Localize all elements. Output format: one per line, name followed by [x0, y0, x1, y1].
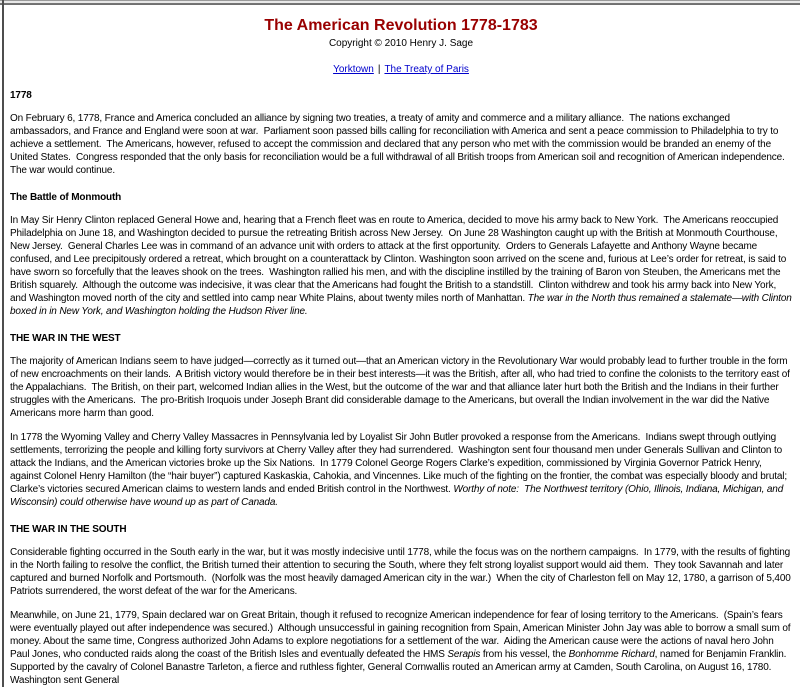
paragraph-spain-jones: Meanwhile, on June 21, 1779, Spain declared war on Great Britain, though it refused to recognize American independence for fear of losing territory to the Americans. (Spain’s fears were eventually played out after independence was secured.) Although unsuccessful in gaining recognition from Spain, American Minister John Jay was able to borrow a small sum of money. About the same time, Congress authorized John Adams to explore negotiations for a settlement of the war. Aiding the American cause were the actions of naval hero John Paul Jones, who conducted raids along the coast of the British Isles and eventually defeated the HMS Serapis from his vessel, the Bonhomme Richard, named for Benjamin Franklin. Supported by the cavalry of Colonel Banastre Tarleton, a fierce and ruthless fighter, General Cornwallis routed an American army at Camden, South Carolina, on August 16, 1780. Washington sent General — [10, 610, 794, 686]
document-page — [4, 5, 800, 687]
link-treaty-of-paris[interactable]: The Treaty of Paris — [384, 64, 469, 75]
paragraph-frontier-campaigns: In 1778 the Wyoming Valley and Cherry Valley Massacres in Pennsylvania led by Loyalist Sir John Butler provoked a response from the Americans. Indians swept through outlying settlements, terrorizing the people and killing forty survivors at Cherry Valley after they had surrendered. Washington sent four thousand men under Generals Sullivan and Clinton to attack the Indians, and the American victories broke up the Six Nations. In 1779 Colonel George Rogers Clarke’s expedition, commissioned by Virginia Governor Patrick Henry, against Colonel Henry Hamilton (the “hair buyer”) captured Kaskaskia, Cahokia, and Vincennes. Like much of the fighting on the frontier, the combat was especially bloody and brutal; Clarke’s victories secured American claims to western lands and ended British control in the Northwest. Worthy of note: The Northwest territory (Ohio, Illinois, Indiana, Michigan, and Wisconsin) could otherwise have wound up as part of Canada. — [10, 432, 790, 508]
paragraph-monmouth: In May Sir Henry Clinton replaced General Howe and, hearing that a French fleet was en route to America, decided to move his army back to New York. The Americans reoccupied Philadelphia on June 18, and Washington decided to pursue the retreating British across New Jersey. On June 28 Washington caught up with the British at Monmouth Courthouse, New Jersey. General Charles Lee was in command of an advance unit with orders to attack at the first opportunity. Orders to Generals Lafayette and Anthony Wayne became confused, and Lee precipitously ordered a retreat, which brought on a counterattack by Clinton. Washington soon arrived on the scene and, furious at Lee’s order for retreat, is said to have sworn so forcefully that the leaves shook on the trees. Washington rallied his men, and with the discipline instilled by the training of Baron von Steuben, the Americans met the British squarely. Although the outcome was indecisive, it was clear that the Americans had fought the British to a standstill. Clinton withdrew and took his army back into New York, and Washington moved north of the city and settled into camp near White Plains, about twenty miles north of Manhattan. The war in the North thus remained a stalemate—with Clinton boxed in in New York, and Washington holding the Hudson River line. — [10, 215, 795, 317]
paragraph-french-alliance: On February 6, 1778, France and America concluded an alliance by signing two treaties, a treaty of amity and commerce and a military alliance. The nations exchanged ambassadors, and France and England were soon at war. Parliament soon passed bills calling for reconciliation with America and sent a peace commission to Philadelphia to try to achieve a settlement. The Americans, however, refused to accept the commission and declared that any person who met with the commission would be branded an enemy of the United States. Congress responded that the only basis for reconciliation would be a full withdrawal of all British troops from American soil and recognition of American independence. The war would continue. — [10, 113, 790, 176]
page-title: The American Revolution 1778-1783 — [264, 17, 538, 34]
paragraph-south: Considerable fighting occurred in the South early in the war, but it was mostly indecisive until 1778, while the focus was on the northern campaigns. In 1779, with the results of fighting in the North failing to resolve the conflict, the British turned their attention to securing the South, where they felt strong loyalist support would aid them. They took Savannah and later captured and burned Norfolk and Portsmouth. (Norfolk was the most heavily damaged American city in the war.) When the city of Charleston fell on May 12, 1780, a garrison of 5,400 Patriots surrendered, the worst defeat of the war for the Americans. — [10, 547, 794, 597]
heading-war-in-the-south: THE WAR IN THE SOUTH — [10, 524, 127, 535]
heading-war-in-the-west: THE WAR IN THE WEST — [10, 333, 121, 344]
heading-1778: 1778 — [10, 90, 32, 101]
heading-battle-of-monmouth: The Battle of Monmouth — [10, 192, 122, 203]
copyright-line: Copyright © 2010 Henry J. Sage — [328, 38, 474, 49]
nav-links — [10, 64, 792, 75]
paragraph-indians-west: The majority of American Indians seem to have judged—correctly as it turned out—that an American victory in the Revolutionary War would probably lead to further trouble in the form of new encroachments on their lands. A British victory would therefore be in their best interests—it was the British, after all, who had tried to confine the colonists to the territory east of the Appalachians. The British, on their part, welcomed Indian allies in the West, but the outcome of the war and that alliance later hurt both the British and the Indians in their further struggles with the Americans. The pro-British Iroquois under Joseph Brant did considerable damage to the Americans, but overall the Indian involvement in the war did the Native Americans more harm than good. — [10, 356, 793, 419]
nav-separator: | — [377, 64, 381, 75]
link-yorktown[interactable]: Yorktown — [333, 64, 374, 75]
